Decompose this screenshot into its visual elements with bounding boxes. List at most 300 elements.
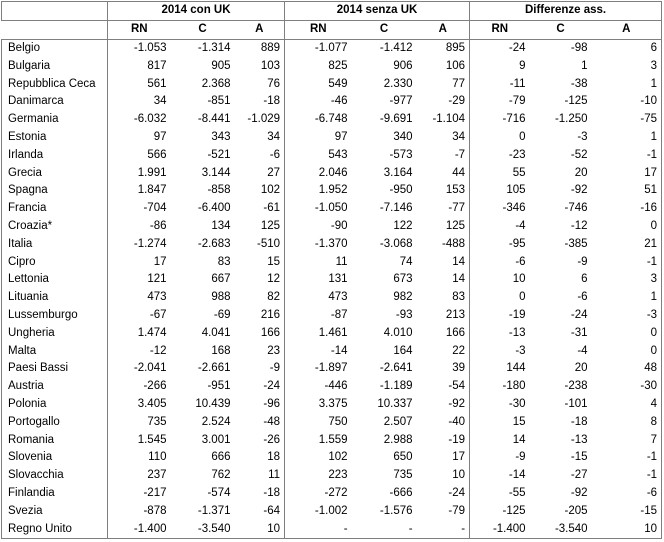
- value-cell: 17: [108, 253, 171, 271]
- value-cell: -7: [454, 148, 466, 161]
- value-cell: -1.250: [554, 113, 588, 126]
- value-cell: -446: [285, 378, 352, 396]
- value-cell: -86: [108, 218, 171, 236]
- value-cell: -10: [592, 93, 662, 111]
- value-cell: 10: [592, 520, 662, 538]
- value-cell: 905: [211, 59, 231, 72]
- value-cell: -29: [448, 95, 466, 108]
- value-cell: -92: [570, 184, 588, 197]
- table-row: [2, 307, 662, 325]
- value-cell: 97: [285, 129, 352, 147]
- country-name: Paesi Bassi: [2, 360, 108, 378]
- value-cell: -55: [470, 485, 530, 503]
- value-cell: -67: [108, 307, 171, 325]
- value-cell: 0: [592, 324, 662, 342]
- value-cell: -1.053: [108, 39, 171, 57]
- value-cell: -79: [470, 93, 530, 111]
- value-cell: -16: [592, 200, 662, 218]
- table-row: [2, 235, 662, 253]
- value-cell: 125: [445, 219, 466, 232]
- value-cell: -1.189: [379, 380, 413, 393]
- value-cell: 106: [445, 59, 466, 72]
- value-cell: -9.691: [379, 113, 413, 126]
- value-cell: -30: [592, 378, 662, 396]
- value-cell: 3.164: [383, 166, 413, 179]
- value-cell: -666: [389, 486, 413, 499]
- value-cell: -205: [564, 504, 588, 517]
- value-cell: 982: [393, 291, 413, 304]
- value-cell: -3.540: [530, 520, 592, 538]
- value-cell: 1.474: [108, 324, 171, 342]
- value-cell: 34: [108, 93, 171, 111]
- value-cell: -69: [213, 308, 231, 321]
- value-cell: 750: [285, 413, 352, 431]
- value-cell: -266: [108, 378, 171, 396]
- value-cell: -7.146: [379, 202, 413, 215]
- value-cell: 473: [285, 289, 352, 307]
- value-cell: 2.988: [383, 433, 413, 446]
- value-cell: -27: [570, 469, 588, 482]
- value-cell: -950: [389, 184, 413, 197]
- table-row: [2, 324, 662, 342]
- value-cell: 34: [452, 130, 466, 143]
- country-name: Italia: [2, 235, 108, 253]
- value-cell: -1.274: [108, 235, 171, 253]
- value-cell: -18: [263, 486, 281, 499]
- table-row: [2, 146, 662, 164]
- value-cell: -14: [285, 342, 352, 360]
- country-name: Spagna: [2, 182, 108, 200]
- value-cell: 102: [260, 184, 281, 197]
- table-row: [2, 93, 662, 111]
- value-cell: -24: [570, 308, 588, 321]
- col-header-a: A: [417, 20, 470, 39]
- value-cell: 237: [108, 467, 171, 485]
- value-cell: 1: [592, 129, 662, 147]
- value-cell: 10: [470, 271, 530, 289]
- value-cell: 83: [452, 291, 466, 304]
- value-cell: 3.375: [285, 396, 352, 414]
- value-cell: 34: [267, 130, 281, 143]
- value-cell: -: [285, 520, 352, 538]
- value-cell: 1.952: [285, 182, 352, 200]
- table-row: [2, 200, 662, 218]
- value-cell: 20: [574, 362, 588, 375]
- value-cell: -12: [570, 219, 588, 232]
- value-cell: 22: [452, 344, 466, 357]
- value-cell: 105: [470, 182, 530, 200]
- value-cell: -96: [263, 397, 281, 410]
- country-name: Irlanda: [2, 146, 108, 164]
- value-cell: 1: [592, 289, 662, 307]
- country-name: Estonia: [2, 129, 108, 147]
- value-cell: -: [352, 520, 417, 538]
- value-cell: 6: [592, 39, 662, 57]
- value-cell: 168: [211, 344, 231, 357]
- value-cell: -2.041: [108, 360, 171, 378]
- value-cell: 3.405: [108, 396, 171, 414]
- value-cell: 7: [592, 431, 662, 449]
- country-name: Slovenia: [2, 449, 108, 467]
- value-cell: -13: [570, 433, 588, 446]
- value-cell: -6.748: [285, 111, 352, 129]
- value-cell: -125: [564, 95, 588, 108]
- value-cell: -1: [592, 467, 662, 485]
- value-cell: 10.439: [195, 397, 231, 410]
- col-header-a: A: [235, 20, 285, 39]
- col-header-rn: RN: [470, 20, 530, 39]
- value-cell: -93: [395, 308, 413, 321]
- country-name: Germania: [2, 111, 108, 129]
- value-cell: -6.400: [197, 202, 231, 215]
- value-cell: -13: [470, 324, 530, 342]
- value-cell: 166: [260, 326, 281, 339]
- country-name: Belgio: [2, 39, 108, 57]
- table-row: [2, 431, 662, 449]
- value-cell: -9: [577, 255, 588, 268]
- country-name: Malta: [2, 342, 108, 360]
- value-cell: -24: [470, 39, 530, 57]
- country-name: Cipro: [2, 253, 108, 271]
- value-cell: 4.010: [383, 326, 413, 339]
- table-body: [2, 39, 662, 538]
- value-cell: -46: [285, 93, 352, 111]
- value-cell: -1.002: [285, 502, 352, 520]
- value-cell: 0: [470, 129, 530, 147]
- value-cell: -64: [263, 504, 281, 517]
- value-cell: 44: [452, 166, 466, 179]
- value-cell: -1.077: [285, 39, 352, 57]
- value-cell: -23: [470, 146, 530, 164]
- group-header-row: [2, 2, 662, 21]
- value-cell: -92: [448, 397, 466, 410]
- value-cell: 18: [267, 451, 281, 464]
- value-cell: -977: [389, 95, 413, 108]
- value-cell: 1: [581, 59, 588, 72]
- table-row: [2, 57, 662, 75]
- value-cell: -12: [108, 342, 171, 360]
- value-cell: -1: [592, 449, 662, 467]
- value-cell: 343: [211, 130, 231, 143]
- value-cell: -385: [564, 237, 588, 250]
- value-cell: 216: [260, 308, 281, 321]
- value-cell: -521: [207, 148, 231, 161]
- value-cell: 223: [285, 467, 352, 485]
- value-cell: -746: [564, 202, 588, 215]
- table-row: [2, 129, 662, 147]
- table-row: [2, 111, 662, 129]
- country-name: Repubblica Ceca: [2, 75, 108, 93]
- value-cell: 83: [217, 255, 231, 268]
- group-header-con-uk: 2014 con UK: [108, 2, 285, 21]
- value-cell: -3.540: [171, 520, 235, 538]
- value-cell: 97: [108, 129, 171, 147]
- value-cell: 561: [108, 75, 171, 93]
- group-header-differenze: Differenze ass.: [470, 2, 662, 21]
- value-cell: -8.441: [197, 113, 231, 126]
- value-cell: -52: [570, 148, 588, 161]
- value-cell: -19: [470, 307, 530, 325]
- value-cell: 735: [108, 413, 171, 431]
- value-cell: 650: [393, 451, 413, 464]
- value-cell: 3: [592, 57, 662, 75]
- value-cell: -217: [108, 485, 171, 503]
- value-cell: -1.400: [470, 520, 530, 538]
- table-row: [2, 342, 662, 360]
- value-cell: -1: [592, 146, 662, 164]
- column-header-row: [2, 20, 662, 39]
- value-cell: 10: [452, 469, 466, 482]
- value-cell: 121: [108, 271, 171, 289]
- country-name: Austria: [2, 378, 108, 396]
- value-cell: -180: [470, 378, 530, 396]
- value-cell: -90: [285, 218, 352, 236]
- value-cell: 889: [260, 41, 281, 54]
- table-row: [2, 253, 662, 271]
- value-cell: 8: [592, 413, 662, 431]
- value-cell: 55: [470, 164, 530, 182]
- value-cell: -6: [577, 291, 588, 304]
- value-cell: 9: [470, 57, 530, 75]
- value-cell: 12: [267, 273, 281, 286]
- value-cell: 4.041: [201, 326, 231, 339]
- country-name: Regno Unito: [2, 520, 108, 538]
- value-cell: -6: [470, 253, 530, 271]
- value-cell: 0: [592, 218, 662, 236]
- value-cell: 122: [393, 219, 413, 232]
- value-cell: -2.683: [197, 237, 231, 250]
- country-name: Finlandia: [2, 485, 108, 503]
- country-name: Bulgaria: [2, 57, 108, 75]
- value-cell: 14: [470, 431, 530, 449]
- country-name: Ungheria: [2, 324, 108, 342]
- table-row: [2, 182, 662, 200]
- value-cell: 825: [285, 57, 352, 75]
- value-cell: 10: [235, 520, 285, 538]
- value-cell: 2.507: [383, 415, 413, 428]
- value-cell: 39: [452, 362, 466, 375]
- value-cell: 10.337: [377, 397, 413, 410]
- value-cell: 213: [445, 308, 466, 321]
- value-cell: 735: [393, 469, 413, 482]
- value-cell: -510: [257, 237, 281, 250]
- value-cell: 153: [445, 184, 466, 197]
- value-cell: 144: [470, 360, 530, 378]
- value-cell: 134: [211, 219, 231, 232]
- col-header-rn: RN: [108, 20, 171, 39]
- value-cell: -346: [470, 200, 530, 218]
- value-cell: -3.068: [379, 237, 413, 250]
- value-cell: -77: [448, 202, 466, 215]
- value-cell: 1: [592, 75, 662, 93]
- value-cell: 2.330: [383, 77, 413, 90]
- value-cell: -30: [470, 396, 530, 414]
- table-row: [2, 520, 662, 538]
- value-cell: -101: [564, 397, 588, 410]
- value-cell: 82: [267, 291, 281, 304]
- value-cell: 988: [211, 291, 231, 304]
- value-cell: -31: [570, 326, 588, 339]
- value-cell: -3: [577, 130, 588, 143]
- col-header-c: C: [530, 20, 592, 39]
- value-cell: 17: [592, 164, 662, 182]
- value-cell: -574: [207, 486, 231, 499]
- value-cell: -48: [263, 415, 281, 428]
- value-cell: 666: [211, 451, 231, 464]
- value-cell: -18: [263, 95, 281, 108]
- value-cell: -2.641: [379, 362, 413, 375]
- value-cell: -1.370: [285, 235, 352, 253]
- value-cell: 125: [260, 219, 281, 232]
- col-header-c: C: [352, 20, 417, 39]
- value-cell: 3.144: [201, 166, 231, 179]
- value-cell: -14: [470, 467, 530, 485]
- value-cell: 11: [268, 469, 281, 482]
- value-cell: -15: [592, 502, 662, 520]
- value-cell: 2.368: [201, 77, 231, 90]
- table-row: [2, 502, 662, 520]
- value-cell: 906: [393, 59, 413, 72]
- value-cell: -1.314: [197, 41, 231, 54]
- value-cell: -9: [470, 449, 530, 467]
- table-row: [2, 39, 662, 57]
- value-cell: 131: [285, 271, 352, 289]
- value-cell: -716: [470, 111, 530, 129]
- table-row: [2, 485, 662, 503]
- country-name: Lussemburgo: [2, 307, 108, 325]
- value-cell: 1.991: [108, 164, 171, 182]
- country-name: Grecia: [2, 164, 108, 182]
- corner-cell: [2, 2, 108, 21]
- value-cell: -95: [470, 235, 530, 253]
- value-cell: 23: [267, 344, 281, 357]
- value-cell: -98: [570, 41, 588, 54]
- value-cell: -851: [207, 95, 231, 108]
- value-cell: -19: [448, 433, 466, 446]
- table-row: [2, 360, 662, 378]
- value-cell: -878: [108, 502, 171, 520]
- value-cell: 0: [470, 289, 530, 307]
- value-cell: 762: [211, 469, 231, 482]
- value-cell: -858: [207, 184, 231, 197]
- value-cell: 4: [592, 396, 662, 414]
- value-cell: -573: [389, 148, 413, 161]
- value-cell: 74: [399, 255, 413, 268]
- table-row: [2, 289, 662, 307]
- value-cell: 15: [267, 255, 281, 268]
- corner-cell-sub: [2, 20, 108, 39]
- value-cell: -61: [263, 202, 281, 215]
- value-cell: -1.412: [379, 41, 413, 54]
- value-cell: -1.029: [247, 113, 281, 126]
- country-name: Lettonia: [2, 271, 108, 289]
- value-cell: -6: [269, 148, 281, 161]
- country-name: Danimarca: [2, 93, 108, 111]
- value-cell: -24: [448, 486, 466, 499]
- col-header-c: C: [171, 20, 235, 39]
- value-cell: 1.545: [108, 431, 171, 449]
- value-cell: 895: [445, 41, 466, 54]
- value-cell: 103: [260, 59, 281, 72]
- value-cell: 0: [592, 342, 662, 360]
- value-cell: -24: [263, 380, 281, 393]
- value-cell: 11: [285, 253, 352, 271]
- value-cell: -1.576: [379, 504, 413, 517]
- value-cell: 1.559: [285, 431, 352, 449]
- value-cell: 340: [393, 130, 413, 143]
- value-cell: -40: [448, 415, 466, 428]
- table-row: [2, 449, 662, 467]
- value-cell: -79: [448, 504, 466, 517]
- value-cell: -1.897: [285, 360, 352, 378]
- value-cell: -87: [285, 307, 352, 325]
- value-cell: 20: [574, 166, 588, 179]
- value-cell: -6.032: [108, 111, 171, 129]
- value-cell: 549: [285, 75, 352, 93]
- value-cell: 3: [592, 271, 662, 289]
- value-cell: 1.461: [285, 324, 352, 342]
- country-name: Polonia: [2, 396, 108, 414]
- value-cell: -26: [263, 433, 281, 446]
- value-cell: -4: [577, 344, 588, 357]
- value-cell: -11: [470, 75, 530, 93]
- value-cell: 76: [267, 77, 281, 90]
- table-row: [2, 467, 662, 485]
- value-cell: 673: [393, 273, 413, 286]
- group-header-senza-uk: 2014 senza UK: [285, 2, 470, 21]
- value-cell: -2.661: [197, 362, 231, 375]
- value-cell: -1.400: [108, 520, 171, 538]
- country-name: Portogallo: [2, 413, 108, 431]
- country-name: Croazia*: [2, 218, 108, 236]
- value-cell: 14: [452, 273, 466, 286]
- budget-balance-table: [1, 1, 662, 539]
- value-cell: 27: [267, 166, 281, 179]
- value-cell: 15: [470, 413, 530, 431]
- value-cell: 14: [452, 255, 466, 268]
- value-cell: 6: [581, 273, 588, 286]
- value-cell: -1.104: [432, 113, 466, 126]
- value-cell: 1.847: [108, 182, 171, 200]
- table-row: [2, 164, 662, 182]
- value-cell: -15: [570, 451, 588, 464]
- value-cell: -92: [570, 486, 588, 499]
- value-cell: 166: [445, 326, 466, 339]
- value-cell: -54: [448, 380, 466, 393]
- value-cell: -238: [564, 380, 588, 393]
- value-cell: 543: [285, 146, 352, 164]
- country-name: Slovacchia: [2, 467, 108, 485]
- value-cell: 667: [211, 273, 231, 286]
- table-row: [2, 378, 662, 396]
- country-name: Francia: [2, 200, 108, 218]
- value-cell: -: [417, 520, 470, 538]
- value-cell: -3: [592, 307, 662, 325]
- value-cell: 164: [393, 344, 413, 357]
- value-cell: 3.001: [201, 433, 231, 446]
- value-cell: -488: [442, 237, 466, 250]
- value-cell: -704: [108, 200, 171, 218]
- value-cell: 77: [452, 77, 466, 90]
- value-cell: -1: [592, 253, 662, 271]
- value-cell: -1.050: [285, 200, 352, 218]
- table-row: [2, 75, 662, 93]
- col-header-a: A: [592, 20, 662, 39]
- value-cell: 473: [108, 289, 171, 307]
- value-cell: 102: [285, 449, 352, 467]
- col-header-rn: RN: [285, 20, 352, 39]
- value-cell: -18: [570, 415, 588, 428]
